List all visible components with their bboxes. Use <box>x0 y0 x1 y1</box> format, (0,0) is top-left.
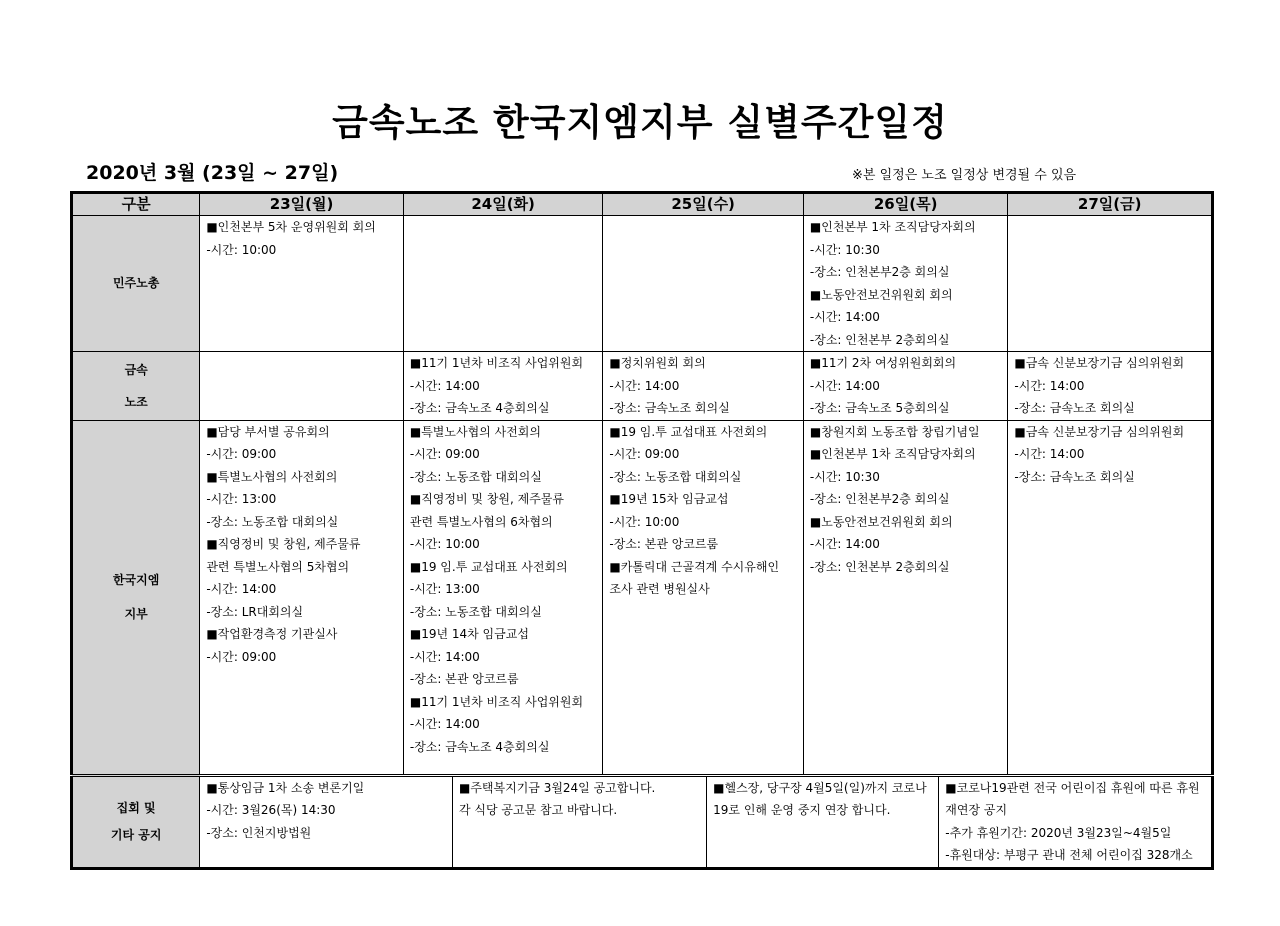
event-detail: -시간: 10:30 <box>809 469 880 484</box>
event-detail: -시간: 14:00 <box>409 717 480 731</box>
notice-detail: -장소: 인천지방법원 <box>206 825 312 840</box>
event-title: ■작업환경측정 기관실사 <box>206 627 338 641</box>
event-detail: -장소: 본관 앙코르룸 <box>609 537 719 551</box>
schedule-cell-wed <box>603 352 804 421</box>
category-label: 금속 <box>124 362 148 377</box>
category-label: 기타 공지 <box>110 827 162 842</box>
event-title: ■19년 15차 임금교섭 <box>609 492 729 506</box>
event-detail: -시간: 14:00 <box>809 537 880 551</box>
schedule-cell-fri <box>1008 216 1213 352</box>
event-detail: -시간: 14:00 <box>409 649 480 664</box>
event-detail: -장소: 본관 앙코르룸 <box>409 672 519 686</box>
row-gm-jibu <box>72 420 1213 775</box>
event-title: ■직영정비 및 창원, 제주물류 <box>206 537 361 551</box>
event-title: ■특별노사협의 사전회의 <box>409 424 541 439</box>
schedule-cell-wed <box>603 420 804 775</box>
header-day-thu: 26일(목) <box>803 193 1008 216</box>
event-title: ■직영정비 및 창원, 제주물류 <box>409 492 564 506</box>
event-detail: -장소: 인천본부2층 회의실 <box>809 265 950 279</box>
event-detail: -시간: 10:30 <box>809 242 880 257</box>
event-title: ■금속 신분보장기금 심의위원회 <box>1014 356 1185 370</box>
event-detail: -장소: 금속노조 회의실 <box>609 401 730 415</box>
event-detail: -시간: 14:00 <box>1014 447 1085 461</box>
notice-detail: 재연장 공지 <box>945 803 1008 817</box>
schedule-cell-mon <box>200 420 404 775</box>
event-detail: 조사 관련 병원실사 <box>609 582 710 596</box>
event-detail: -장소: 노동조합 대회의실 <box>409 469 542 484</box>
header-day-fri: 27일(금) <box>1008 193 1213 216</box>
schedule-cell-wed <box>603 216 804 352</box>
row-minju-nochong <box>72 216 1213 352</box>
event-detail: -시간: 10:00 <box>409 537 480 551</box>
category-label: 한국지엠 <box>112 573 160 587</box>
event-title: ■19년 14차 임금교섭 <box>409 627 529 641</box>
event-title: ■11기 2차 여성위원회회의 <box>809 356 957 370</box>
header-day-wed: 25일(수) <box>603 193 804 216</box>
header-day-mon: 23일(월) <box>200 193 404 216</box>
event-detail: -시간: 14:00 <box>1014 378 1085 393</box>
category-label: 지부 <box>124 607 148 621</box>
notices-cell <box>200 775 1213 868</box>
event-title: ■노동안전보건위원회 회의 <box>809 287 953 302</box>
event-detail: -시간: 13:00 <box>409 582 480 596</box>
event-title: ■특별노사협의 사전회의 <box>206 469 338 484</box>
schedule-cell-fri <box>1008 352 1213 421</box>
event-detail: -시간: 14:00 <box>409 378 480 393</box>
schedule-notice: ※본 일정은 노조 일정상 변경될 수 있음 <box>852 168 1077 183</box>
event-detail: -시간: 14:00 <box>809 310 880 324</box>
event-detail: -시간: 10:00 <box>609 514 680 529</box>
event-title: ■11기 1년차 비조직 사업위원회 <box>409 694 584 709</box>
event-detail: -장소: 인천본부 2층회의실 <box>809 332 950 347</box>
notice-detail: -휴원대상: 부평구 관내 전체 어린이집 328개소 <box>945 848 1193 862</box>
schedule-cell-fri <box>1008 420 1213 775</box>
event-detail: -장소: 금속노조 5층회의실 <box>809 401 950 415</box>
schedule-cell-thu <box>803 420 1008 775</box>
row-category <box>72 420 200 775</box>
event-title: ■19 임.투 교섭대표 사전회의 <box>609 424 768 439</box>
schedule-cell-thu <box>803 216 1008 352</box>
notice-title: ■헬스장, 당구장 4월5일(일)까지 코로나 <box>713 780 927 795</box>
event-detail: -시간: 09:00 <box>409 447 480 461</box>
notice-item <box>452 777 706 867</box>
event-title: ■담당 부서별 공유회의 <box>206 424 330 439</box>
event-title: ■11기 1년차 비조직 사업위원회 <box>409 356 584 370</box>
notice-title: ■통상임금 1차 소송 변론기일 <box>206 780 365 795</box>
event-detail: -장소: 노동조합 대회의실 <box>206 514 339 529</box>
event-title: ■창원지회 노동조합 창립기념일 <box>809 424 980 439</box>
event-detail: -시간: 14:00 <box>206 582 277 596</box>
schedule-cell-mon <box>200 216 404 352</box>
event-detail: -장소: 금속노조 회의실 <box>1014 469 1135 484</box>
document-title: 금속노조 한국지엠지부 실별주간일정 <box>332 101 948 144</box>
schedule-cell-tue <box>403 420 603 775</box>
event-title: ■정치위원회 회의 <box>609 356 706 370</box>
header-category: 구분 <box>72 193 200 216</box>
notice-title: ■코로나19관련 전국 어린이집 휴원에 따른 휴원 <box>945 780 1200 795</box>
notice-title: ■주택복지기금 3월24일 공고합니다. <box>458 780 656 795</box>
event-detail: 관련 특별노사협의 6차협의 <box>409 514 553 529</box>
row-category <box>72 352 200 421</box>
header-row <box>72 193 1213 216</box>
event-detail: -장소: 금속노조 회의실 <box>1014 401 1135 415</box>
event-detail: -장소: 노동조합 대회의실 <box>609 469 742 484</box>
row-geumsok-nojo <box>72 352 1213 421</box>
notices-table <box>200 777 1211 867</box>
notice-item <box>707 777 939 867</box>
notice-item <box>200 777 452 867</box>
event-title: ■금속 신분보장기금 심의위원회 <box>1014 424 1185 439</box>
event-title: ■카톨릭대 근골격계 수시유해인 <box>609 559 780 574</box>
notice-detail: 19로 인해 운영 중지 연장 합니다. <box>713 803 891 817</box>
row-notices <box>72 775 1213 868</box>
event-detail: -장소: 노동조합 대회의실 <box>409 604 542 619</box>
event-detail: -시간: 14:00 <box>609 378 680 393</box>
event-title: ■인천본부 5차 운영위원회 회의 <box>206 220 376 234</box>
weekly-schedule-table <box>70 191 1214 870</box>
event-detail: -시간: 14:00 <box>809 378 880 393</box>
notice-detail: -시간: 3월26(목) 14:30 <box>206 803 336 817</box>
event-detail: -장소: 인천본부 2층회의실 <box>809 559 950 574</box>
notice-detail: 각 식당 공고문 참고 바랍니다. <box>458 803 618 817</box>
event-detail: -시간: 13:00 <box>206 492 277 506</box>
event-detail: -장소: 금속노조 4층회의실 <box>409 739 550 754</box>
category-label: 민주노총 <box>112 276 160 291</box>
event-detail: -시간: 09:00 <box>206 447 277 461</box>
event-detail: -장소: 금속노조 4층회의실 <box>409 401 550 415</box>
schedule-cell-tue <box>403 216 603 352</box>
event-detail: -장소: 인천본부2층 회의실 <box>809 492 950 506</box>
event-title: ■인천본부 1차 조직담당자회의 <box>809 220 976 234</box>
schedule-cell-thu <box>803 352 1008 421</box>
header-day-tue: 24일(화) <box>403 193 603 216</box>
event-title: ■노동안전보건위원회 회의 <box>809 514 953 529</box>
category-label: 집회 및 <box>116 800 156 815</box>
row-category <box>72 775 200 868</box>
schedule-cell-mon <box>200 352 404 421</box>
date-range: 2020년 3월 (23일 ~ 27일) <box>86 162 339 184</box>
notice-item <box>939 777 1211 867</box>
event-detail: -시간: 09:00 <box>206 649 277 664</box>
event-title: ■19 임.투 교섭대표 사전회의 <box>409 559 568 574</box>
row-category <box>72 216 200 352</box>
event-detail: 관련 특별노사협의 5차협의 <box>206 559 350 574</box>
event-detail: -시간: 09:00 <box>609 447 680 461</box>
notice-detail: -추가 휴원기간: 2020년 3월23일~4월5일 <box>945 825 1172 840</box>
event-title: ■인천본부 1차 조직담당자회의 <box>809 447 976 461</box>
event-detail: -시간: 10:00 <box>206 242 277 257</box>
event-detail: -장소: LR대회의실 <box>206 604 304 619</box>
schedule-cell-tue <box>403 352 603 421</box>
category-label: 노조 <box>124 394 148 409</box>
